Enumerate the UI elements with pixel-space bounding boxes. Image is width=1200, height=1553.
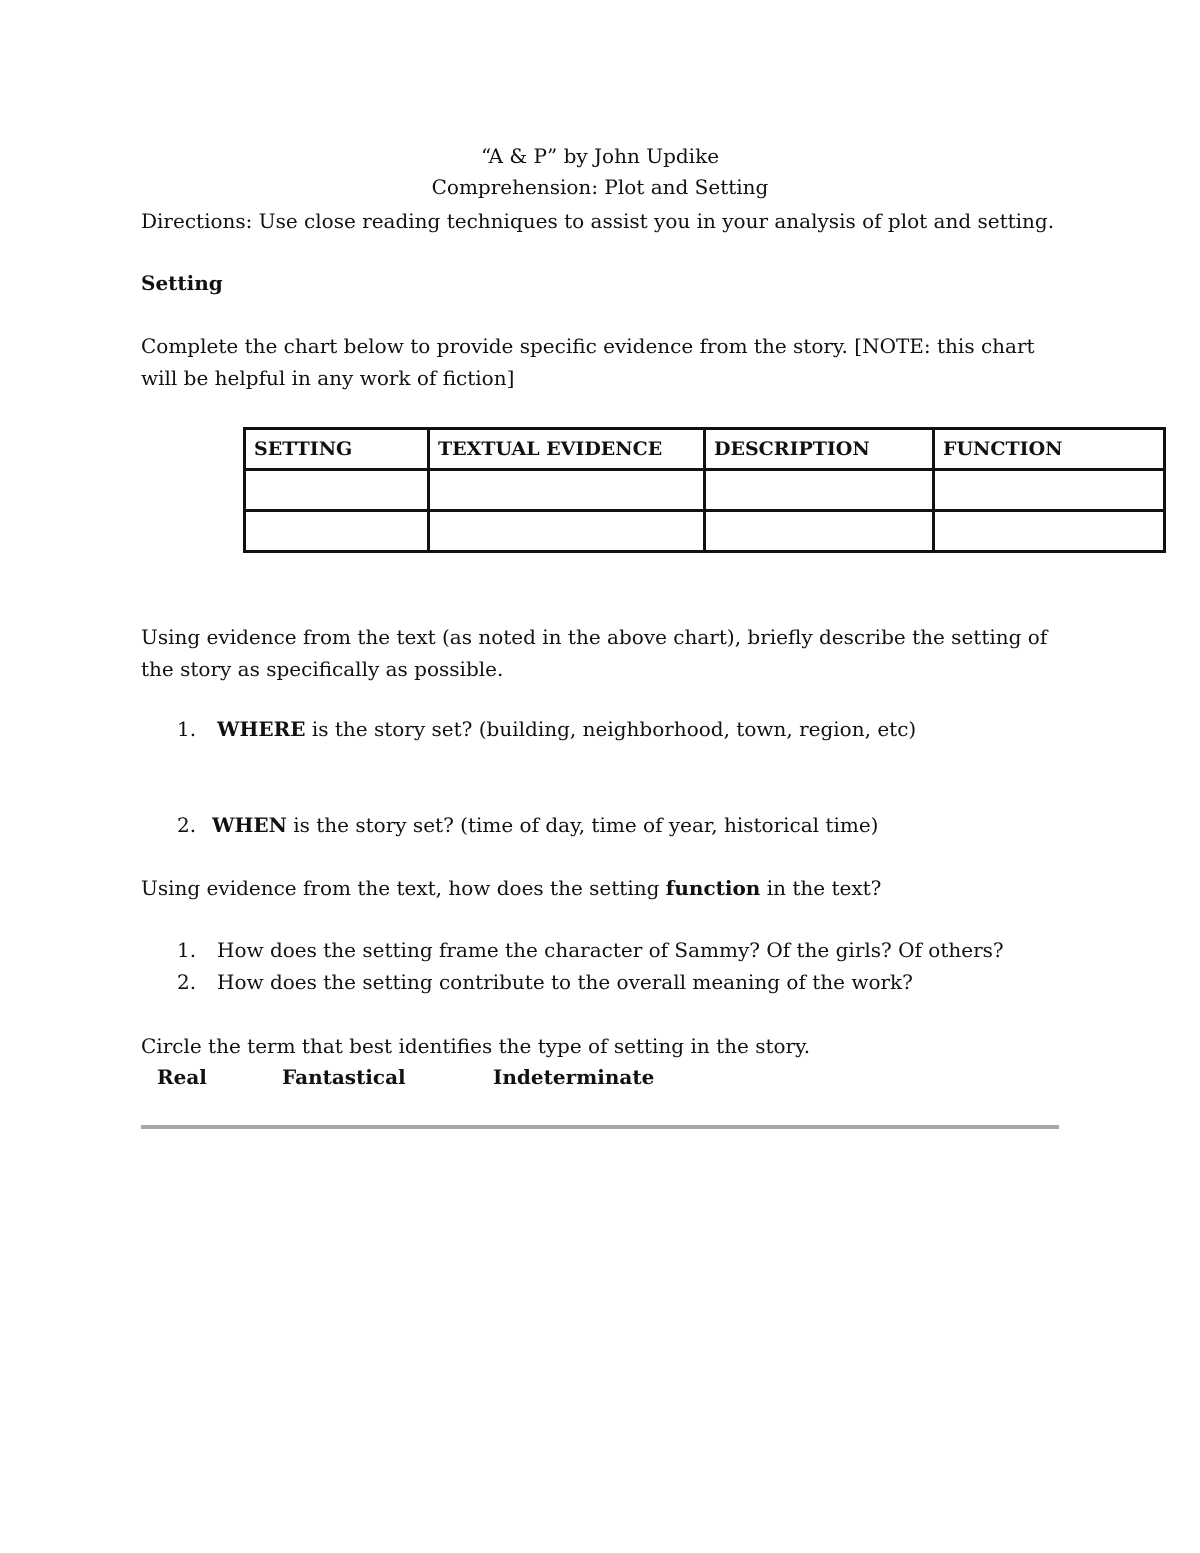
question-where: [217, 719, 916, 739]
function-question-2-number: 2.: [177, 970, 197, 994]
header-function: FUNCTION: [934, 429, 1165, 470]
header-description: DESCRIPTION: [705, 429, 934, 470]
table-cell[interactable]: [705, 470, 934, 511]
table-cell[interactable]: [429, 511, 705, 552]
horizontal-divider: [141, 1125, 1059, 1129]
circle-term-prompt: Circle the term that best identifies the type of setting in the story.: [141, 1034, 811, 1058]
function-prompt: [141, 878, 881, 898]
function-prompt-post: in the text?: [760, 876, 882, 900]
question-when: [212, 815, 878, 835]
function-prompt-keyword: function: [665, 876, 761, 900]
setting-evidence-table: [243, 427, 1166, 553]
header-setting: SETTING: [245, 429, 429, 470]
chart-intro-line-1: Complete the chart below to provide specific evidence from the story. [NOTE: this chart: [141, 334, 1035, 358]
question-when-number: 2.: [177, 813, 197, 837]
term-indeterminate[interactable]: Indeterminate: [493, 1065, 655, 1089]
setting-heading: Setting: [141, 271, 223, 295]
table-header-row: [245, 429, 1165, 470]
question-when-keyword: WHEN: [212, 813, 287, 837]
document-subtitle: Comprehension: Plot and Setting: [431, 175, 769, 199]
term-fantastical[interactable]: Fantastical: [282, 1065, 406, 1089]
chart-intro-line-2: will be helpful in any work of fiction]: [141, 366, 515, 390]
function-question-2: How does the setting contribute to the overall meaning of the work?: [217, 970, 913, 994]
table-cell[interactable]: [429, 470, 705, 511]
question-when-text: is the story set? (time of day, time of year, historical time): [286, 813, 879, 837]
describe-setting-line-1: Using evidence from the text (as noted in the above chart), briefly describe the setting of: [141, 625, 1048, 649]
function-prompt-pre: Using evidence from the text, how does the setting: [141, 876, 666, 900]
header-textual-evidence: TEXTUAL EVIDENCE: [429, 429, 705, 470]
question-where-text: is the story set? (building, neighborhood, town, region, etc): [305, 717, 917, 741]
table-cell[interactable]: [705, 511, 934, 552]
table-cell[interactable]: [245, 470, 429, 511]
table-cell[interactable]: [934, 511, 1165, 552]
table-cell[interactable]: [245, 511, 429, 552]
question-where-number: 1.: [177, 717, 197, 741]
document-title: “A & P” by John Updike: [480, 144, 720, 168]
table-cell[interactable]: [934, 470, 1165, 511]
function-question-1-number: 1.: [177, 938, 197, 962]
function-question-1: How does the setting frame the character of Sammy? Of the girls? Of others?: [217, 938, 1004, 962]
describe-setting-line-2: the story as specifically as possible.: [141, 657, 504, 681]
table-row: [245, 470, 1165, 511]
question-where-keyword: WHERE: [217, 717, 306, 741]
table-row: [245, 511, 1165, 552]
term-real[interactable]: Real: [157, 1065, 207, 1089]
directions-text: Directions: Use close reading techniques to assist you in your analysis of plot and setting.: [141, 209, 1055, 233]
